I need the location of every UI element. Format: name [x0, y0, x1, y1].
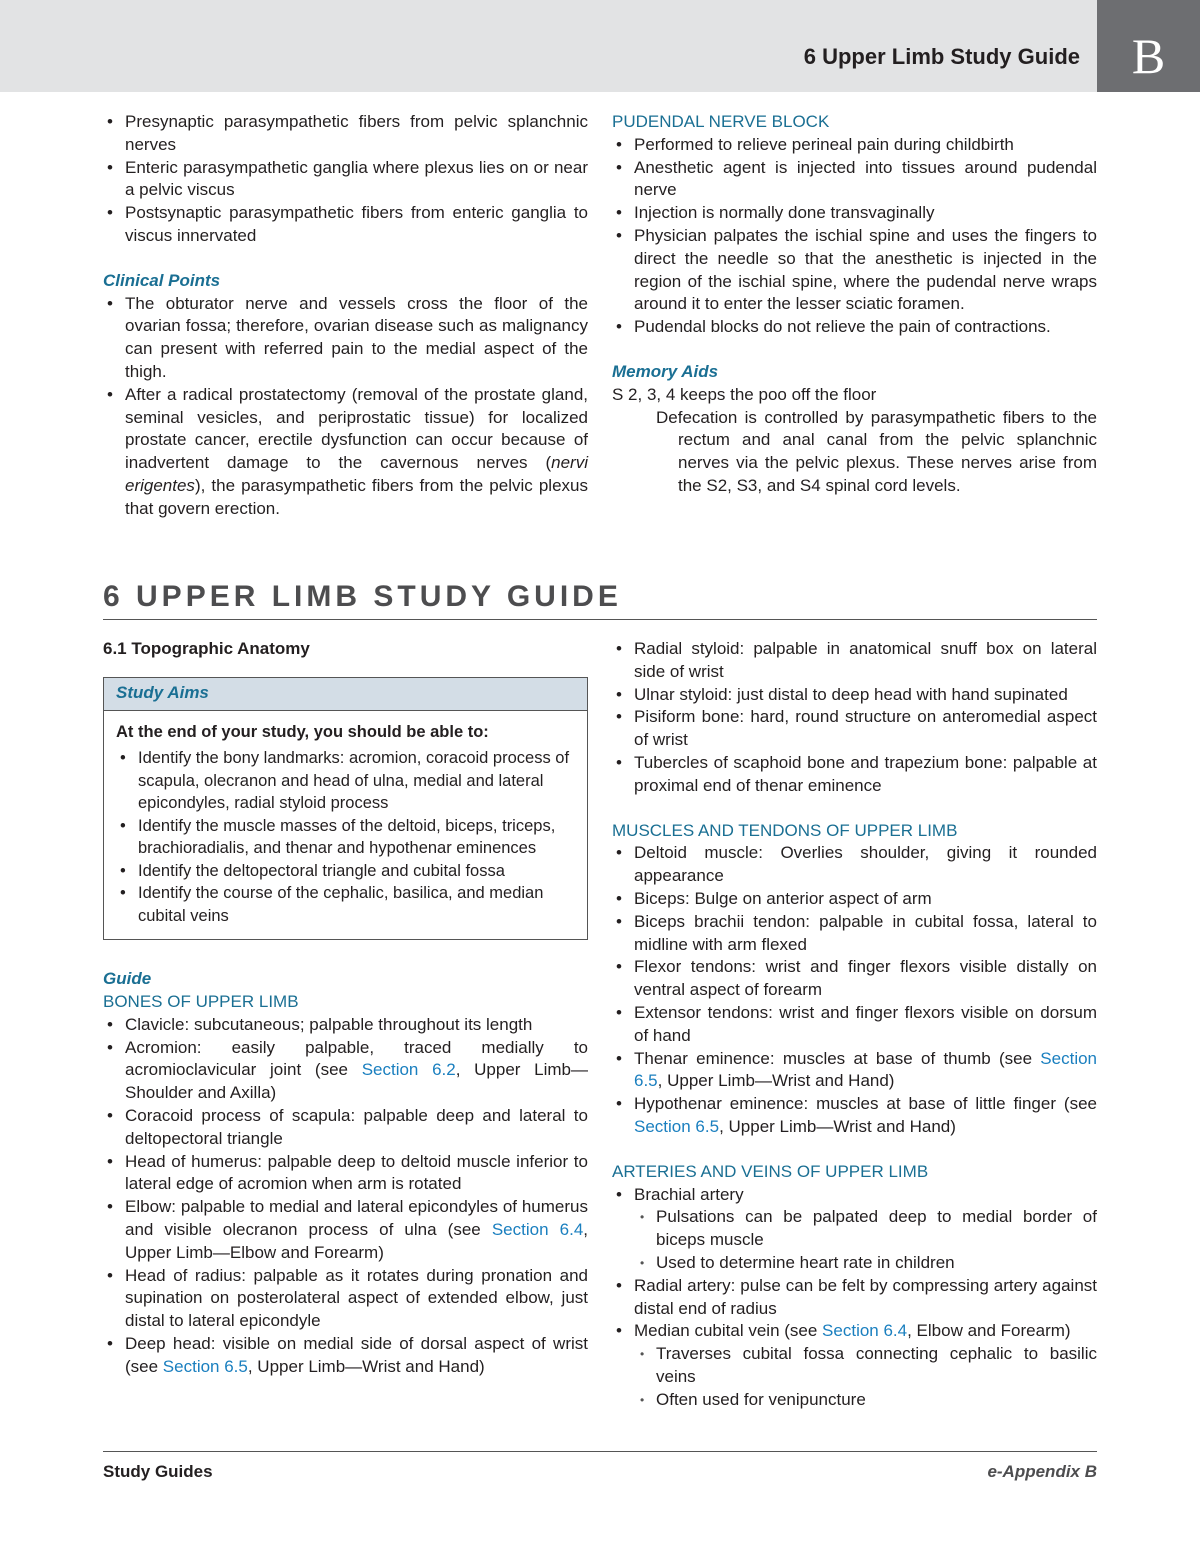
study-aims-heading: Study Aims	[116, 682, 209, 702]
memory-aid-text-wrap	[612, 407, 1097, 498]
bones-list	[103, 1014, 588, 1379]
memory-aid-line: S 2, 3, 4 keeps the poo off the floor	[612, 384, 877, 404]
arteries-heading: ARTERIES AND VEINS OF UPPER LIMB	[612, 1161, 929, 1181]
median-sublist	[634, 1343, 1097, 1411]
clinical-points-list	[103, 293, 588, 521]
list-item: • Head of radius: palpable as it rotates during pronation and supination on posterolateral aspect of extended elbow, just distal to lateral epicondyle	[103, 1265, 588, 1333]
list-item: • Identify the muscle masses of the deltoid, biceps, triceps, brachioradialis, and thenar and hypothenar eminences	[116, 815, 575, 860]
footer-left: Study Guides	[103, 1462, 213, 1481]
list-item: • Pisiform bone: hard, round structure on anteromedial aspect of wrist	[612, 706, 1097, 752]
bottom-right-column	[612, 638, 1097, 1412]
section-title: 6.1 Topographic Anatomy	[103, 639, 310, 658]
list-item: • Radial styloid: palpable in anatomical snuff box on lateral side of wrist	[612, 638, 1097, 684]
study-aims-header	[104, 678, 587, 711]
section-link[interactable]: Section 6.4	[491, 1220, 584, 1240]
list-item: • Deep head: visible on medial side of dorsal aspect of wrist (see Section 6.5, Upper Limb—Wrist and Hand)	[103, 1333, 588, 1379]
list-item: • Hypothenar eminence: muscles at base of little finger (see Section 6.5, Upper Limb—Wrist and Hand)	[612, 1093, 1097, 1139]
list-item: • Identify the deltopectoral triangle and cubital fossa	[116, 860, 575, 883]
list-item: • Elbow: palpable to medial and lateral epicondyles of humerus and visible olecranon process of ulna (see Section 6.4, Upper Limb—Elbow and Forearm)	[103, 1196, 588, 1264]
memory-aid-text: Defecation is controlled by parasympathetic fibers to the rectum and anal canal from the pelvic splanchnic nerves via the pelvic plexus. These nerves arise from the S2, S3, and S4 spinal cord levels.	[656, 407, 1097, 495]
list-item: • Median cubital vein (see Section 6.4, Elbow and Forearm) • Traverses cubital fossa connecting cephalic to basilic veins • Often used for venipuncture	[612, 1320, 1097, 1411]
footer-right: e-Appendix B	[987, 1462, 1097, 1481]
sub-list-item: • Often used for venipuncture	[634, 1389, 1097, 1412]
bones-list-continued	[612, 638, 1097, 798]
list-item: • Identify the bony landmarks: acromion, coracoid process of scapula, olecranon and head of ulna, medial and lateral epicondyles, radial styloid process	[116, 747, 575, 815]
list-item: • Presynaptic parasympathetic fibers from pelvic splanchnic nerves	[103, 111, 588, 157]
list-item: • Enteric parasympathetic ganglia where plexus lies on or near a pelvic viscus	[103, 157, 588, 203]
list-item: • Physician palpates the ischial spine and uses the fingers to direct the needle so that the anesthetic is injected in the region of the ischial spine, where the pudendal nerve wraps around it to enter the lesser sciatic foramen.	[612, 225, 1097, 316]
section-link[interactable]: Section 6.5	[162, 1356, 248, 1376]
italic-term: nervi erigentes	[125, 453, 588, 495]
list-item: • Deltoid muscle: Overlies shoulder, giving it rounded appearance	[612, 842, 1097, 888]
chapter-title: 6 UPPER LIMB STUDY GUIDE	[103, 580, 622, 613]
clinical-points-heading: Clinical Points	[103, 270, 221, 290]
pudendal-list	[612, 134, 1097, 339]
pudendal-heading: PUDENDAL NERVE BLOCK	[612, 112, 830, 131]
list-item: • Acromion: easily palpable, traced medially to acromioclavicular joint (see Section 6.2, Upper Limb—Shoulder and Axilla)	[103, 1037, 588, 1105]
appendix-tab: B	[1097, 0, 1200, 92]
bones-heading: BONES OF UPPER LIMB	[103, 992, 299, 1012]
list-item: • Brachial artery • Pulsations can be palpated deep to medial border of biceps muscle • Used to determine heart rate in children	[612, 1184, 1097, 1275]
list-item: • Biceps brachii tendon: palpable in cubital fossa, lateral to midline with arm flexed	[612, 911, 1097, 957]
arteries-list	[612, 1184, 1097, 1412]
list-item: • Injection is normally done transvaginally	[612, 202, 1097, 225]
parasympathetic-list	[103, 111, 588, 248]
list-item: • After a radical prostatectomy (removal of the prostate gland, seminal vesicles, and periprostatic tissue) for localized prostate cancer, erectile dysfunction can occur because of inadvertent damage to the cavernous nerves (nervi erigentes), the parasympathetic fibers from the pelvic plexus that govern erection.	[103, 384, 588, 521]
guide-heading: Guide	[103, 969, 152, 989]
list-item: • Clavicle: subcutaneous; palpable throughout its length	[103, 1014, 588, 1037]
section-link[interactable]: Section 6.2	[361, 1060, 456, 1080]
footer-rule	[103, 1451, 1097, 1452]
list-item: • Anesthetic agent is injected into tissues around pudendal nerve	[612, 157, 1097, 203]
running-header-title: 6 Upper Limb Study Guide	[803, 44, 1080, 69]
list-item: • Flexor tendons: wrist and finger flexors visible distally on ventral aspect of forearm	[612, 956, 1097, 1002]
list-item: • Performed to relieve perineal pain during childbirth	[612, 134, 1097, 157]
list-item: • Ulnar styloid: just distal to deep head with hand supinated	[612, 684, 1097, 707]
list-item: • Extensor tendons: wrist and finger flexors visible on dorsum of hand	[612, 1002, 1097, 1048]
study-aims-box	[103, 677, 588, 941]
brachial-sublist	[634, 1206, 1097, 1274]
sub-list-item: • Used to determine heart rate in children	[634, 1252, 1097, 1275]
list-item: • Thenar eminence: muscles at base of thumb (see Section 6.5, Upper Limb—Wrist and Hand)	[612, 1048, 1097, 1094]
list-item: • The obturator nerve and vessels cross the floor of the ovarian fossa; therefore, ovarian disease such as malignancy can present with referred pain to the medial aspect of the thigh.	[103, 293, 588, 384]
list-item: • Tubercles of scaphoid bone and trapezium bone: palpable at proximal end of thenar eminence	[612, 752, 1097, 798]
list-item: • Coracoid process of scapula: palpable deep and lateral to deltopectoral triangle	[103, 1105, 588, 1151]
section-link[interactable]: Section 6.5	[634, 1048, 1097, 1091]
list-item: • Head of humerus: palpable deep to deltoid muscle inferior to lateral edge of acromion when arm is rotated	[103, 1151, 588, 1197]
list-item: • Biceps: Bulge on anterior aspect of arm	[612, 888, 1097, 911]
list-item: • Pudendal blocks do not relieve the pain of contractions.	[612, 316, 1097, 339]
list-item: • Radial artery: pulse can be felt by compressing artery against distal end of radius	[612, 1275, 1097, 1321]
muscles-list	[612, 842, 1097, 1138]
top-left-column	[103, 111, 588, 521]
bottom-left-column	[103, 638, 588, 1379]
chapter-rule	[103, 619, 1097, 620]
top-right-column	[612, 111, 1097, 498]
list-item: • Identify the course of the cephalic, basilica, and median cubital veins	[116, 882, 575, 927]
section-link[interactable]: Section 6.4	[822, 1321, 908, 1341]
study-aims-lead: At the end of your study, you should be able to:	[116, 722, 489, 741]
study-aims-body	[104, 711, 587, 940]
section-link[interactable]: Section 6.5	[634, 1116, 720, 1136]
sub-list-item: • Pulsations can be palpated deep to medial border of biceps muscle	[634, 1206, 1097, 1252]
memory-aids-heading: Memory Aids	[612, 361, 719, 381]
study-aims-list	[116, 747, 575, 927]
list-item: • Postsynaptic parasympathetic fibers from enteric ganglia to viscus innervated	[103, 202, 588, 248]
muscles-heading: MUSCLES AND TENDONS OF UPPER LIMB	[612, 820, 958, 840]
sub-list-item: • Traverses cubital fossa connecting cephalic to basilic veins	[634, 1343, 1097, 1389]
